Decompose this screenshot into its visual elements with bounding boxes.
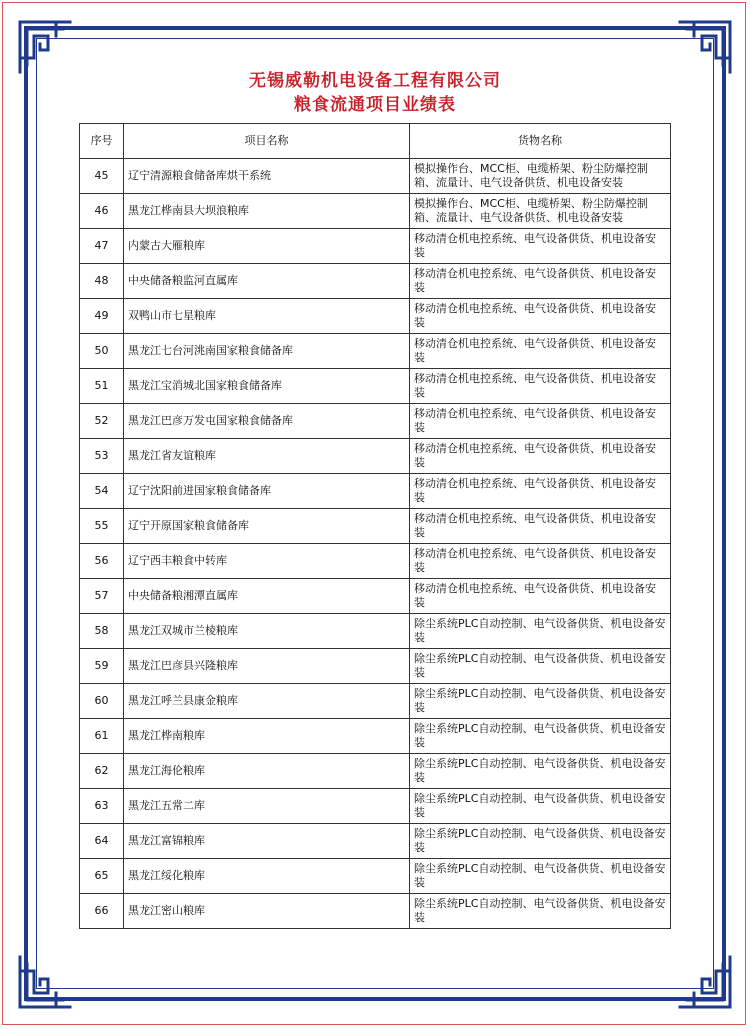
table-row: [80, 439, 671, 474]
row-number: 49: [80, 299, 124, 334]
table-row: [80, 614, 671, 649]
row-goods-name: 除尘系统PLC自动控制、电气设备供货、机电设备安装: [410, 859, 671, 894]
table-row: [80, 474, 671, 509]
table-row: [80, 579, 671, 614]
row-number: 58: [80, 614, 124, 649]
row-project-name: 辽宁西丰粮食中转库: [124, 544, 410, 579]
table-row: [80, 159, 671, 194]
row-goods-name: 除尘系统PLC自动控制、电气设备供货、机电设备安装: [410, 614, 671, 649]
row-project-name: 辽宁清源粮食储备库烘干系统: [124, 159, 410, 194]
row-project-name: 黑龙江桦南县大坝浪粮库: [124, 194, 410, 229]
table-row: [80, 544, 671, 579]
row-goods-name: 移动清仓机电控系统、电气设备供货、机电设备安装: [410, 404, 671, 439]
row-project-name: 黑龙江七台河洮南国家粮食储备库: [124, 334, 410, 369]
row-project-name: 黑龙江双城市兰棱粮库: [124, 614, 410, 649]
row-goods-name: 移动清仓机电控系统、电气设备供货、机电设备安装: [410, 474, 671, 509]
row-project-name: 内蒙古大雁粮库: [124, 229, 410, 264]
row-number: 51: [80, 369, 124, 404]
row-number: 60: [80, 684, 124, 719]
row-number: 63: [80, 789, 124, 824]
table-row: [80, 824, 671, 859]
row-goods-name: 模拟操作台、MCC柜、电缆桥架、粉尘防爆控制箱、流量计、电气设备供货、机电设备安装: [410, 159, 671, 194]
row-number: 57: [80, 579, 124, 614]
table-row: [80, 404, 671, 439]
row-goods-name: 除尘系统PLC自动控制、电气设备供货、机电设备安装: [410, 789, 671, 824]
table-row: [80, 684, 671, 719]
row-number: 54: [80, 474, 124, 509]
row-goods-name: 移动清仓机电控系统、电气设备供货、机电设备安装: [410, 299, 671, 334]
row-goods-name: 移动清仓机电控系统、电气设备供货、机电设备安装: [410, 544, 671, 579]
row-number: 46: [80, 194, 124, 229]
header-project-name: 项目名称: [124, 124, 410, 159]
corner-ornament-bottom-left: [18, 955, 72, 1009]
row-number: 53: [80, 439, 124, 474]
corner-ornament-bottom-right: [678, 955, 732, 1009]
row-number: 61: [80, 719, 124, 754]
row-goods-name: 移动清仓机电控系统、电气设备供货、机电设备安装: [410, 229, 671, 264]
table-row: [80, 649, 671, 684]
row-project-name: 黑龙江巴彦万发屯国家粮食储备库: [124, 404, 410, 439]
row-project-name: 辽宁开原国家粮食储备库: [124, 509, 410, 544]
row-number: 66: [80, 894, 124, 929]
row-goods-name: 移动清仓机电控系统、电气设备供货、机电设备安装: [410, 369, 671, 404]
row-number: 47: [80, 229, 124, 264]
row-project-name: 黑龙江海伦粮库: [124, 754, 410, 789]
row-goods-name: 模拟操作台、MCC柜、电缆桥架、粉尘防爆控制箱、流量计、电气设备供货、机电设备安装: [410, 194, 671, 229]
table-row: [80, 229, 671, 264]
row-goods-name: 移动清仓机电控系统、电气设备供货、机电设备安装: [410, 334, 671, 369]
row-project-name: 辽宁沈阳前进国家粮食储备库: [124, 474, 410, 509]
header-number: 序号: [80, 124, 124, 159]
row-number: 65: [80, 859, 124, 894]
table-row: [80, 264, 671, 299]
row-project-name: 黑龙江绥化粮库: [124, 859, 410, 894]
table-row: [80, 789, 671, 824]
row-goods-name: 除尘系统PLC自动控制、电气设备供货、机电设备安装: [410, 649, 671, 684]
table-body: [80, 159, 671, 929]
performance-table: [79, 123, 671, 929]
row-goods-name: 移动清仓机电控系统、电气设备供货、机电设备安装: [410, 439, 671, 474]
row-project-name: 双鸭山市七星粮库: [124, 299, 410, 334]
row-project-name: 黑龙江密山粮库: [124, 894, 410, 929]
row-project-name: 黑龙江巴彦县兴隆粮库: [124, 649, 410, 684]
row-goods-name: 除尘系统PLC自动控制、电气设备供货、机电设备安装: [410, 894, 671, 929]
table-header-row: [80, 124, 671, 159]
table-row: [80, 894, 671, 929]
row-goods-name: 除尘系统PLC自动控制、电气设备供货、机电设备安装: [410, 684, 671, 719]
table-row: [80, 859, 671, 894]
row-number: 50: [80, 334, 124, 369]
row-goods-name: 除尘系统PLC自动控制、电气设备供货、机电设备安装: [410, 719, 671, 754]
table-row: [80, 194, 671, 229]
table-row: [80, 334, 671, 369]
table-row: [80, 299, 671, 334]
row-project-name: 中央储备粮湘潭直属库: [124, 579, 410, 614]
row-number: 52: [80, 404, 124, 439]
row-project-name: 黑龙江五常二库: [124, 789, 410, 824]
row-number: 59: [80, 649, 124, 684]
row-number: 64: [80, 824, 124, 859]
row-number: 45: [80, 159, 124, 194]
row-project-name: 黑龙江省友谊粮库: [124, 439, 410, 474]
table-row: [80, 509, 671, 544]
row-goods-name: 除尘系统PLC自动控制、电气设备供货、机电设备安装: [410, 754, 671, 789]
row-goods-name: 移动清仓机电控系统、电气设备供货、机电设备安装: [410, 509, 671, 544]
row-project-name: 黑龙江桦南粮库: [124, 719, 410, 754]
table-row: [80, 754, 671, 789]
row-goods-name: 移动清仓机电控系统、电气设备供货、机电设备安装: [410, 264, 671, 299]
table-title: 粮食流通项目业绩表: [294, 95, 456, 115]
row-project-name: 中央储备粮监河直属库: [124, 264, 410, 299]
row-number: 62: [80, 754, 124, 789]
header-goods-name: 货物名称: [410, 124, 671, 159]
row-number: 48: [80, 264, 124, 299]
row-number: 55: [80, 509, 124, 544]
row-goods-name: 移动清仓机电控系统、电气设备供货、机电设备安装: [410, 579, 671, 614]
row-project-name: 黑龙江呼兰县康金粮库: [124, 684, 410, 719]
row-goods-name: 除尘系统PLC自动控制、电气设备供货、机电设备安装: [410, 824, 671, 859]
company-title: 无锡威勒机电设备工程有限公司: [249, 71, 501, 91]
table-row: [80, 719, 671, 754]
table-row: [80, 369, 671, 404]
row-number: 56: [80, 544, 124, 579]
row-project-name: 黑龙江富锦粮库: [124, 824, 410, 859]
row-project-name: 黑龙江宝消城北国家粮食储备库: [124, 369, 410, 404]
